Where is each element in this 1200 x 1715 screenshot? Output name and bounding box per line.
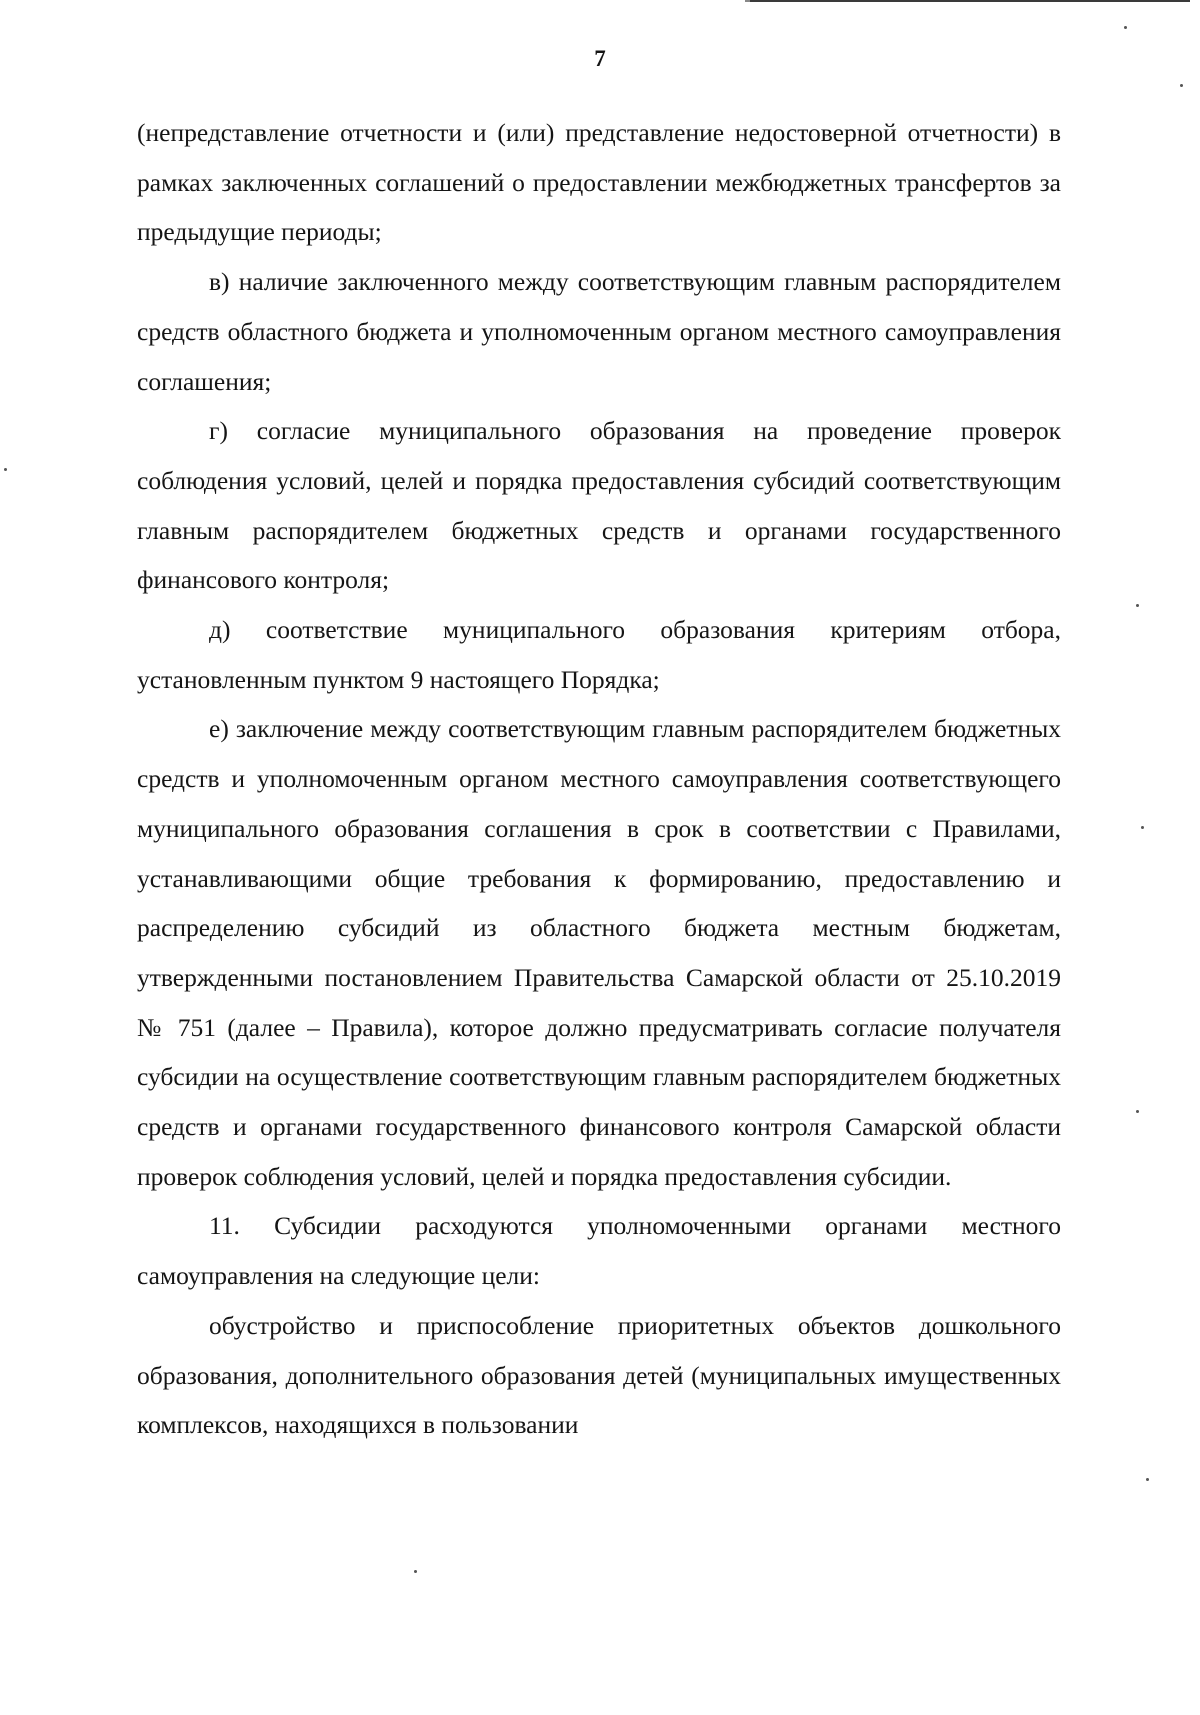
page-number: 7 xyxy=(594,46,606,71)
scan-speck xyxy=(1146,1478,1149,1481)
scan-edge-line xyxy=(750,0,1190,2)
scan-speck xyxy=(1180,84,1183,87)
scan-speck xyxy=(1141,826,1144,829)
scan-speck xyxy=(1136,604,1139,607)
paragraph-continuation: (непредставление отчетности и (или) представление недостоверной отчетности) в рамках заключенных соглашений о предоставлении межбюджетных трансфертов за предыдущие периоды; xyxy=(137,118,1061,247)
scan-speck xyxy=(1124,26,1127,29)
paragraph-item-11: 11. Субсидии расходуются уполномоченными органами местного самоуправления на следующие цели: xyxy=(137,1211,1061,1291)
paragraph-item-g: г) согласие муниципального образования на проведение проверок соблюдения условий, целей и порядка предоставления субсидий соответствующим главным распорядителем бюджетных средств и органами государственного финансового контроля; xyxy=(137,416,1061,595)
scan-speck xyxy=(414,1570,417,1573)
scan-speck xyxy=(4,468,7,471)
scan-speck xyxy=(1136,1110,1139,1113)
paragraph-item-e: е) заключение между соответствующим главным распорядителем бюджетных средств и уполномоченным органом местного самоуправления соответствующего муниципального образования соглашения в срок в соответствии с Правилами, устанавливающими общие требования к формированию, предоставлению и распределению субсидий из областного бюджета местным бюджетам, утвержденными постановлением Правительства Самарской области от 25.10.2019 № 751 (далее – Правила), которое должно предусматривать согласие получателя субсидии на осуществление соответствующим главным распорядителем бюджетных средств и органами государственного финансового контроля Самарской области проверок соблюдения условий, целей и порядка предоставления субсидии. xyxy=(137,714,1061,1191)
body-text xyxy=(137,108,1061,1450)
paragraph-goal-1: обустройство и приспособление приоритетных объектов дошкольного образования, дополнительного образования детей (муниципальных имущественных комплексов, находящихся в пользовании xyxy=(137,1310,1061,1440)
paragraph-item-v: в) наличие заключенного между соответствующим главным распорядителем средств областного бюджета и уполномоченным органом местного самоуправления соглашения; xyxy=(137,267,1061,396)
paragraph-item-d: д) соответствие муниципального образования критериям отбора, установленным пунктом 9 настоящего Порядка; xyxy=(137,615,1061,694)
